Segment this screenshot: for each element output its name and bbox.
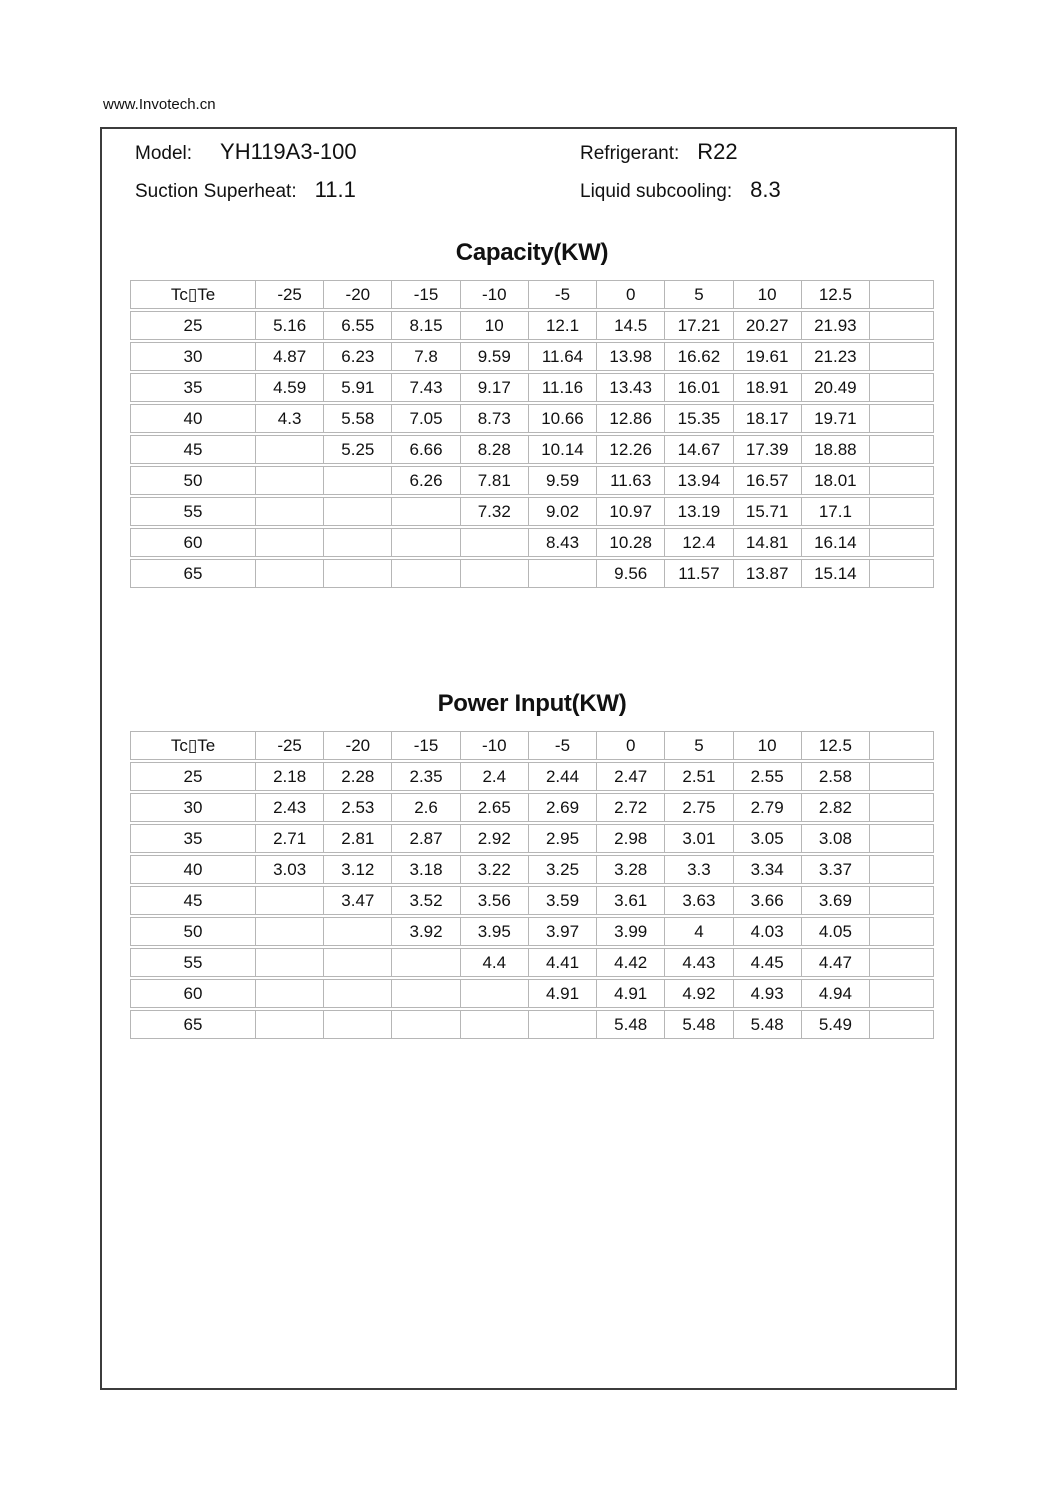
table-row: [130, 435, 934, 464]
empty-cell: [870, 886, 934, 915]
value-cell: 4.59: [256, 373, 324, 402]
value-cell: [256, 979, 324, 1008]
model-value: YH119A3-100: [220, 139, 357, 164]
table-row: [130, 824, 934, 853]
value-cell: 21.23: [802, 342, 870, 371]
value-cell: 11.64: [529, 342, 597, 371]
table-row: [130, 793, 934, 822]
value-cell: 3.05: [734, 824, 802, 853]
value-cell: 2.92: [461, 824, 529, 853]
value-cell: 3.95: [461, 917, 529, 946]
row-label-cell: 40: [130, 855, 256, 884]
empty-cell: [870, 559, 934, 588]
liquid-subcooling-value: 8.3: [750, 177, 781, 202]
column-header-cell: 12.5: [802, 280, 870, 309]
value-cell: [392, 559, 460, 588]
value-cell: 4.91: [529, 979, 597, 1008]
value-cell: 3.52: [392, 886, 460, 915]
value-cell: 18.91: [734, 373, 802, 402]
model-field: [135, 139, 580, 165]
value-cell: 15.14: [802, 559, 870, 588]
value-cell: 2.95: [529, 824, 597, 853]
row-label-cell: 65: [130, 559, 256, 588]
value-cell: 2.28: [324, 762, 392, 791]
value-cell: 9.56: [597, 559, 665, 588]
value-cell: 3.59: [529, 886, 597, 915]
value-cell: 3.28: [597, 855, 665, 884]
value-cell: 4: [665, 917, 733, 946]
value-cell: 3.18: [392, 855, 460, 884]
value-cell: 14.5: [597, 311, 665, 340]
value-cell: 8.73: [461, 404, 529, 433]
refrigerant-value: R22: [697, 139, 738, 164]
value-cell: 4.3: [256, 404, 324, 433]
row-label-cell: 50: [130, 917, 256, 946]
row-label-cell: 50: [130, 466, 256, 495]
value-cell: 4.94: [802, 979, 870, 1008]
value-cell: 3.56: [461, 886, 529, 915]
row-label-cell: 45: [130, 886, 256, 915]
value-cell: 5.48: [665, 1010, 733, 1039]
column-header-cell: 12.5: [802, 731, 870, 760]
value-cell: [256, 559, 324, 588]
value-cell: 19.61: [734, 342, 802, 371]
corner-header-cell: Tc▯Te: [130, 280, 256, 309]
table-row: [130, 979, 934, 1008]
row-label-cell: 35: [130, 824, 256, 853]
empty-cell: [870, 497, 934, 526]
table-row: [130, 948, 934, 977]
suction-superheat-value: 11.1: [314, 177, 356, 202]
column-header-cell: 5: [665, 280, 733, 309]
liquid-subcooling-field: [580, 177, 781, 203]
column-header-cell: -5: [529, 731, 597, 760]
value-cell: 2.44: [529, 762, 597, 791]
value-cell: 20.27: [734, 311, 802, 340]
value-cell: 6.23: [324, 342, 392, 371]
column-header-cell: 0: [597, 280, 665, 309]
value-cell: 14.81: [734, 528, 802, 557]
value-cell: [256, 886, 324, 915]
empty-cell: [870, 824, 934, 853]
value-cell: [392, 497, 460, 526]
value-cell: 19.71: [802, 404, 870, 433]
empty-header-cell: [870, 280, 934, 309]
row-label-cell: 45: [130, 435, 256, 464]
table-row: [130, 497, 934, 526]
website-url: www.Invotech.cn: [103, 96, 216, 113]
value-cell: 2.71: [256, 824, 324, 853]
model-info-section: [102, 129, 955, 209]
value-cell: 5.25: [324, 435, 392, 464]
value-cell: 2.51: [665, 762, 733, 791]
value-cell: 11.16: [529, 373, 597, 402]
value-cell: 2.82: [802, 793, 870, 822]
capacity-table: [130, 278, 934, 590]
value-cell: 4.41: [529, 948, 597, 977]
header-row: [130, 731, 934, 760]
value-cell: 3.08: [802, 824, 870, 853]
value-cell: 16.62: [665, 342, 733, 371]
column-header-cell: -25: [256, 280, 324, 309]
row-label-cell: 40: [130, 404, 256, 433]
value-cell: 18.17: [734, 404, 802, 433]
value-cell: 2.69: [529, 793, 597, 822]
value-cell: 4.92: [665, 979, 733, 1008]
value-cell: 17.39: [734, 435, 802, 464]
value-cell: 8.43: [529, 528, 597, 557]
value-cell: 2.18: [256, 762, 324, 791]
value-cell: 3.69: [802, 886, 870, 915]
value-cell: 18.88: [802, 435, 870, 464]
value-cell: 12.86: [597, 404, 665, 433]
value-cell: 3.03: [256, 855, 324, 884]
value-cell: 2.53: [324, 793, 392, 822]
value-cell: 2.58: [802, 762, 870, 791]
empty-cell: [870, 793, 934, 822]
row-label-cell: 60: [130, 979, 256, 1008]
empty-cell: [870, 342, 934, 371]
value-cell: 3.22: [461, 855, 529, 884]
suction-superheat-field: [135, 177, 580, 203]
empty-cell: [870, 855, 934, 884]
value-cell: 4.87: [256, 342, 324, 371]
value-cell: 4.4: [461, 948, 529, 977]
value-cell: 15.35: [665, 404, 733, 433]
value-cell: 3.97: [529, 917, 597, 946]
info-row-1: [135, 133, 955, 171]
column-header-cell: 10: [734, 280, 802, 309]
value-cell: 10.66: [529, 404, 597, 433]
row-label-cell: 25: [130, 762, 256, 791]
value-cell: 10: [461, 311, 529, 340]
value-cell: 3.47: [324, 886, 392, 915]
value-cell: 2.65: [461, 793, 529, 822]
value-cell: 6.66: [392, 435, 460, 464]
value-cell: 2.6: [392, 793, 460, 822]
value-cell: 12.1: [529, 311, 597, 340]
value-cell: [256, 948, 324, 977]
empty-cell: [870, 948, 934, 977]
table-row: [130, 404, 934, 433]
value-cell: 4.47: [802, 948, 870, 977]
empty-cell: [870, 311, 934, 340]
value-cell: 12.4: [665, 528, 733, 557]
value-cell: [324, 979, 392, 1008]
refrigerant-field: [580, 139, 738, 165]
column-header-cell: -20: [324, 280, 392, 309]
value-cell: 5.48: [597, 1010, 665, 1039]
row-label-cell: 25: [130, 311, 256, 340]
row-label-cell: 55: [130, 948, 256, 977]
value-cell: 4.43: [665, 948, 733, 977]
row-label-cell: 55: [130, 497, 256, 526]
value-cell: [392, 1010, 460, 1039]
column-header-cell: -10: [461, 731, 529, 760]
value-cell: [529, 559, 597, 588]
value-cell: 3.37: [802, 855, 870, 884]
value-cell: [256, 497, 324, 526]
value-cell: 10.14: [529, 435, 597, 464]
power-input-table: [130, 729, 934, 1041]
value-cell: 5.49: [802, 1010, 870, 1039]
value-cell: [529, 1010, 597, 1039]
value-cell: 8.15: [392, 311, 460, 340]
corner-header-cell: Tc▯Te: [130, 731, 256, 760]
value-cell: 2.79: [734, 793, 802, 822]
value-cell: 4.91: [597, 979, 665, 1008]
value-cell: 10.97: [597, 497, 665, 526]
column-header-cell: -10: [461, 280, 529, 309]
table-row: [130, 855, 934, 884]
value-cell: [256, 917, 324, 946]
value-cell: 9.59: [461, 342, 529, 371]
value-cell: 9.17: [461, 373, 529, 402]
value-cell: 4.93: [734, 979, 802, 1008]
value-cell: 5.58: [324, 404, 392, 433]
row-label-cell: 30: [130, 342, 256, 371]
value-cell: 16.01: [665, 373, 733, 402]
value-cell: 17.1: [802, 497, 870, 526]
value-cell: 7.81: [461, 466, 529, 495]
empty-cell: [870, 373, 934, 402]
value-cell: 7.43: [392, 373, 460, 402]
value-cell: 13.43: [597, 373, 665, 402]
value-cell: 3.92: [392, 917, 460, 946]
table-row: [130, 311, 934, 340]
value-cell: 2.87: [392, 824, 460, 853]
value-cell: 11.63: [597, 466, 665, 495]
value-cell: 18.01: [802, 466, 870, 495]
value-cell: 5.16: [256, 311, 324, 340]
table-row: [130, 466, 934, 495]
value-cell: [256, 1010, 324, 1039]
value-cell: 2.4: [461, 762, 529, 791]
value-cell: 3.34: [734, 855, 802, 884]
value-cell: 3.99: [597, 917, 665, 946]
value-cell: 20.49: [802, 373, 870, 402]
value-cell: 4.42: [597, 948, 665, 977]
value-cell: 6.55: [324, 311, 392, 340]
liquid-subcooling-label: Liquid subcooling:: [580, 181, 733, 202]
column-header-cell: -15: [392, 731, 460, 760]
value-cell: 5.48: [734, 1010, 802, 1039]
column-header-cell: -15: [392, 280, 460, 309]
value-cell: [324, 528, 392, 557]
value-cell: [324, 948, 392, 977]
datasheet-border-box: [100, 127, 957, 1390]
value-cell: 17.21: [665, 311, 733, 340]
empty-cell: [870, 528, 934, 557]
model-label: Model:: [135, 143, 193, 164]
value-cell: 9.59: [529, 466, 597, 495]
value-cell: 3.61: [597, 886, 665, 915]
table-row: [130, 1010, 934, 1039]
value-cell: [256, 528, 324, 557]
value-cell: [461, 1010, 529, 1039]
capacity-table-title: Capacity(KW): [455, 239, 609, 266]
empty-cell: [870, 466, 934, 495]
column-header-cell: 0: [597, 731, 665, 760]
row-label-cell: 30: [130, 793, 256, 822]
value-cell: [392, 979, 460, 1008]
value-cell: 2.72: [597, 793, 665, 822]
value-cell: 3.12: [324, 855, 392, 884]
value-cell: 13.19: [665, 497, 733, 526]
value-cell: 2.81: [324, 824, 392, 853]
info-row-2: [135, 171, 955, 209]
value-cell: 4.05: [802, 917, 870, 946]
value-cell: [256, 466, 324, 495]
value-cell: 2.98: [597, 824, 665, 853]
row-label-cell: 65: [130, 1010, 256, 1039]
refrigerant-label: Refrigerant:: [580, 143, 680, 164]
table-row: [130, 373, 934, 402]
value-cell: [461, 528, 529, 557]
value-cell: 3.25: [529, 855, 597, 884]
value-cell: [324, 497, 392, 526]
value-cell: 21.93: [802, 311, 870, 340]
value-cell: [324, 1010, 392, 1039]
value-cell: 16.57: [734, 466, 802, 495]
table-row: [130, 886, 934, 915]
suction-superheat-label: Suction Superheat:: [135, 181, 297, 202]
value-cell: 2.75: [665, 793, 733, 822]
column-header-cell: -5: [529, 280, 597, 309]
empty-cell: [870, 1010, 934, 1039]
value-cell: 3.01: [665, 824, 733, 853]
value-cell: 10.28: [597, 528, 665, 557]
value-cell: [461, 559, 529, 588]
value-cell: 7.8: [392, 342, 460, 371]
table-row: [130, 762, 934, 791]
column-header-cell: 5: [665, 731, 733, 760]
value-cell: 16.14: [802, 528, 870, 557]
value-cell: 13.98: [597, 342, 665, 371]
value-cell: 14.67: [665, 435, 733, 464]
value-cell: 11.57: [665, 559, 733, 588]
row-label-cell: 60: [130, 528, 256, 557]
value-cell: 4.45: [734, 948, 802, 977]
value-cell: 7.32: [461, 497, 529, 526]
empty-cell: [870, 404, 934, 433]
value-cell: [324, 917, 392, 946]
row-label-cell: 35: [130, 373, 256, 402]
value-cell: 13.94: [665, 466, 733, 495]
column-header-cell: -20: [324, 731, 392, 760]
header-row: [130, 280, 934, 309]
value-cell: 3.66: [734, 886, 802, 915]
value-cell: [461, 979, 529, 1008]
value-cell: 12.26: [597, 435, 665, 464]
column-header-cell: -25: [256, 731, 324, 760]
value-cell: 9.02: [529, 497, 597, 526]
value-cell: 4.03: [734, 917, 802, 946]
value-cell: 3.63: [665, 886, 733, 915]
value-cell: [392, 948, 460, 977]
value-cell: 2.43: [256, 793, 324, 822]
empty-cell: [870, 917, 934, 946]
table-row: [130, 917, 934, 946]
value-cell: 3.3: [665, 855, 733, 884]
column-header-cell: 10: [734, 731, 802, 760]
value-cell: 5.91: [324, 373, 392, 402]
value-cell: 8.28: [461, 435, 529, 464]
value-cell: [324, 559, 392, 588]
table-row: [130, 559, 934, 588]
table-row: [130, 528, 934, 557]
value-cell: [392, 528, 460, 557]
value-cell: 13.87: [734, 559, 802, 588]
empty-cell: [870, 979, 934, 1008]
empty-header-cell: [870, 731, 934, 760]
value-cell: 2.55: [734, 762, 802, 791]
value-cell: [324, 466, 392, 495]
power-input-table-title: Power Input(KW): [437, 690, 627, 717]
value-cell: 6.26: [392, 466, 460, 495]
value-cell: [256, 435, 324, 464]
empty-cell: [870, 762, 934, 791]
value-cell: 7.05: [392, 404, 460, 433]
value-cell: 2.47: [597, 762, 665, 791]
value-cell: 2.35: [392, 762, 460, 791]
value-cell: 15.71: [734, 497, 802, 526]
empty-cell: [870, 435, 934, 464]
table-row: [130, 342, 934, 371]
